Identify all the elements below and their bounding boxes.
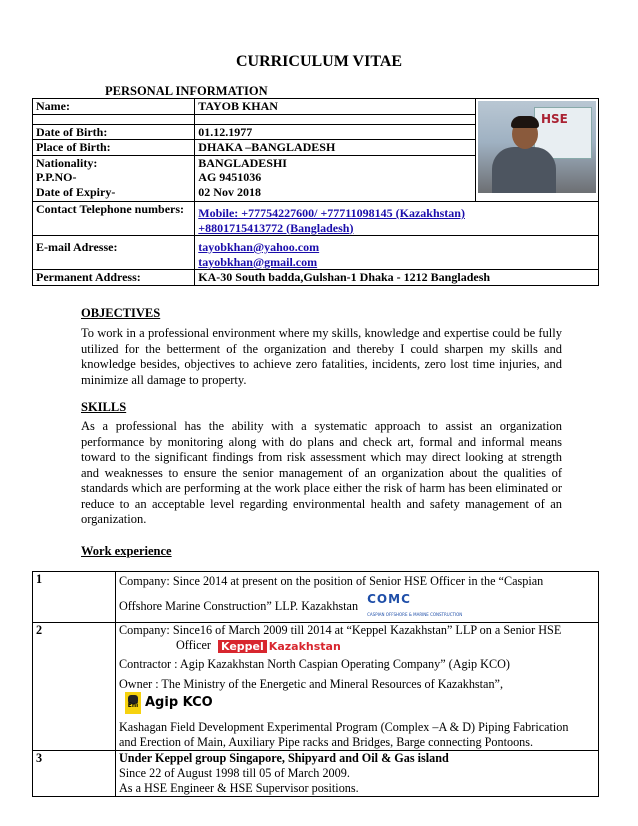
work-1-line2: Offshore Marine Construction” LLP. Kazakhstan (119, 598, 359, 613)
row-address (33, 270, 599, 286)
work-row-1 (33, 572, 599, 623)
phone-link-2[interactable]: +8801715413772 (Bangladesh) (198, 220, 354, 235)
objectives-text: To work in a professional environment where my skills, knowledge and expertise could be fully utilized for the betterment of the organization and thereby I could sharpen my skills and knowledge besides, objectives to achieve zero fatalities, incidents, zero lost time injuries, and minimize all damage to property. (81, 326, 562, 387)
email-link-2[interactable]: tayobkhan@gmail.com (198, 254, 318, 269)
address-label: Permanent Address: (33, 270, 195, 286)
eni-agip-logo (125, 692, 213, 714)
dob-label: Date of Birth: (33, 124, 195, 140)
address-value: KA-30 South badda,Gulshan-1 Dhaka - 1212 Bangladesh (195, 270, 599, 286)
row-phone (33, 202, 599, 236)
pob-value: DHAKA –BANGLADESH (195, 140, 476, 156)
board-text: HSE (541, 112, 568, 126)
expiry-value: 02 Nov 2018 (198, 184, 261, 199)
phone-link-1[interactable]: Mobile: +77754227600/ +77711098145 (Kazakhstan) (198, 206, 465, 220)
work-1-line1: Company: Since 2014 at present on the position of Senior HSE Officer in the “Caspian (119, 574, 544, 588)
kazakhstan-logo-text: Kazakhstan (268, 639, 341, 653)
email-label: E-mail Adresse: (33, 236, 195, 270)
comc-logo-subtext: CASPIAN OFFSHORE & MARINE CONSTRUCTION (367, 612, 463, 617)
work-2-contractor: Contractor : Agip Kazakhstan North Caspian Operating Company” (Agip KCO) (119, 656, 510, 671)
keppel-logo-text: Keppel (218, 640, 267, 653)
pp-value: AG 9451036 (198, 170, 262, 184)
work-3-line3: As a HSE Engineer & HSE Supervisor positions. (119, 780, 359, 795)
keppel-kazakhstan-logo (218, 639, 341, 654)
name-label: Name: (33, 99, 195, 115)
profile-photo (478, 101, 596, 193)
nationality-value: BANGLADESHI (198, 155, 287, 170)
row-email (33, 236, 599, 270)
skills-text: As a professional has the ability with a systematic approach to assist an organization performance by monitoring along with do plans and check art, formal and informal means toward to the significant findings from risk assessment which may direct looking at strength and weaknesses to ensure the senior management of an organization about the qualities of standards which are performing at the work place either the risk of harm has been eliminated or reduce to an acceptable level regarding environmental health and safety management of an organization. (81, 419, 562, 526)
row-name (33, 99, 599, 115)
work-experience-heading: Work experience (81, 544, 172, 558)
photo-cell (476, 99, 599, 202)
work-2-line2: Officer (176, 638, 211, 652)
eni-dog-icon: Eni (125, 692, 141, 714)
name-value: TAYOB KHAN (195, 99, 476, 115)
comc-logo (367, 592, 462, 622)
work-2-program-1: Kashagan Field Development Experimental Program (Complex –A & D) Piping Fabrication (119, 719, 569, 734)
nationality-label: Nationality: (36, 155, 98, 170)
work-row-3 (33, 750, 599, 796)
work-2-program-2: and Erection of Main, Auxiliary Pipe racks and Bridges, Barge connecting Pontoons. (119, 734, 534, 749)
work-2-line1: Company: Since16 of March 2009 till 2014 at “Keppel Kazakhstan” LLP on a Senior HSE (119, 623, 562, 637)
dob-value: 01.12.1977 (195, 124, 476, 140)
work-row-3-num: 3 (33, 750, 116, 796)
work-2-owner: Owner : The Ministry of the Energetic and Mineral Resources of Kazakhstan”, (119, 676, 504, 691)
work-3-line1: Under Keppel group Singapore, Shipyard and Oil & Gas island (119, 750, 449, 765)
pp-label: P.P.NO- (36, 170, 77, 184)
personal-info-table (32, 98, 599, 286)
email-link-1[interactable]: tayobkhan@yahoo.com (198, 240, 320, 254)
skills-heading: SKILLS (81, 400, 127, 414)
personal-info-heading: PERSONAL INFORMATION (105, 84, 268, 98)
agip-kco-logo-text: Agip KCO (145, 695, 213, 711)
objectives-heading: OBJECTIVES (81, 306, 161, 320)
work-row-1-num: 1 (33, 572, 116, 623)
cv-title: CURRICULUM VITAE (235, 53, 403, 70)
expiry-label: Date of Expiry- (36, 184, 116, 199)
work-experience-table (32, 571, 599, 797)
pob-label: Place of Birth: (33, 140, 195, 156)
work-row-2 (33, 623, 599, 751)
work-3-line2: Since 22 of August 1998 till 05 of March 2009. (119, 765, 350, 780)
phone-label: Contact Telephone numbers: (33, 202, 195, 236)
comc-logo-text: COMC (367, 592, 411, 606)
work-row-2-num: 2 (33, 623, 116, 751)
